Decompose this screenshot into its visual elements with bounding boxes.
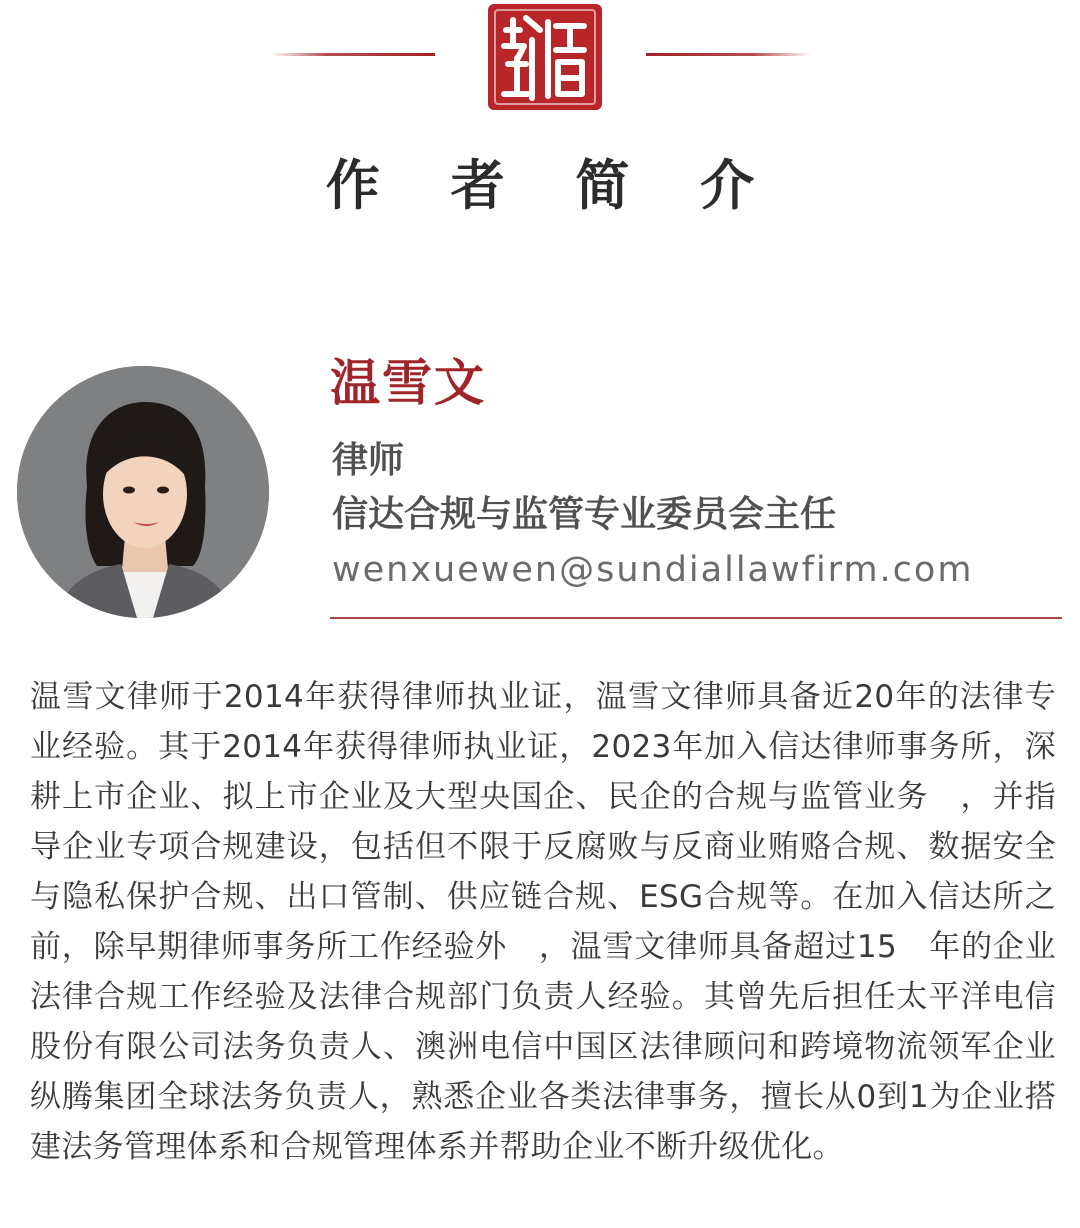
author-position: 信达合规与监管专业委员会主任 xyxy=(332,494,837,535)
header-divider-left xyxy=(270,53,435,56)
author-name: 温雪文 xyxy=(330,353,486,412)
profile-divider xyxy=(330,617,1062,619)
author-role: 律师 xyxy=(332,440,405,481)
header-divider-right xyxy=(646,53,811,56)
author-bio: 温雪文律师于2014年获得律师执业证，温雪文律师具备近20年的法律专业经验。其于2014年获得律师执业证，2023年加入信达律师事务所，深耕上市企业、拟上市企业及大型央国企、民企的合规与监管业务 ，并指导企业专项合规建设，包括但不限于反腐败与反商业贿赂合规、数据安全与隐私保护合规、出口管制、供应链合规、ESG合规等。在加入信达所之前，除早期律师事务所工作经验外 ，温雪文律师具备超过15 年的企业法律合规工作经验及法律合规部门负责人经验。其曾先后担任太平洋电信股份有限公司法务负责人、澳洲电信中国区法律顾问和跨境物流领军企业纵腾集团全球法务负责人，熟悉企业各类法律事务，擅长从0到1为企业搭建法务管理体系和合规管理体系并帮助企业不断升级优化。 xyxy=(30,679,1056,1165)
author-email[interactable]: wenxuewen@sundiallawfirm.com xyxy=(332,550,974,590)
seal-logo xyxy=(486,0,604,112)
author-avatar xyxy=(17,366,269,618)
section-title: 作 者 简 介 xyxy=(325,153,781,217)
